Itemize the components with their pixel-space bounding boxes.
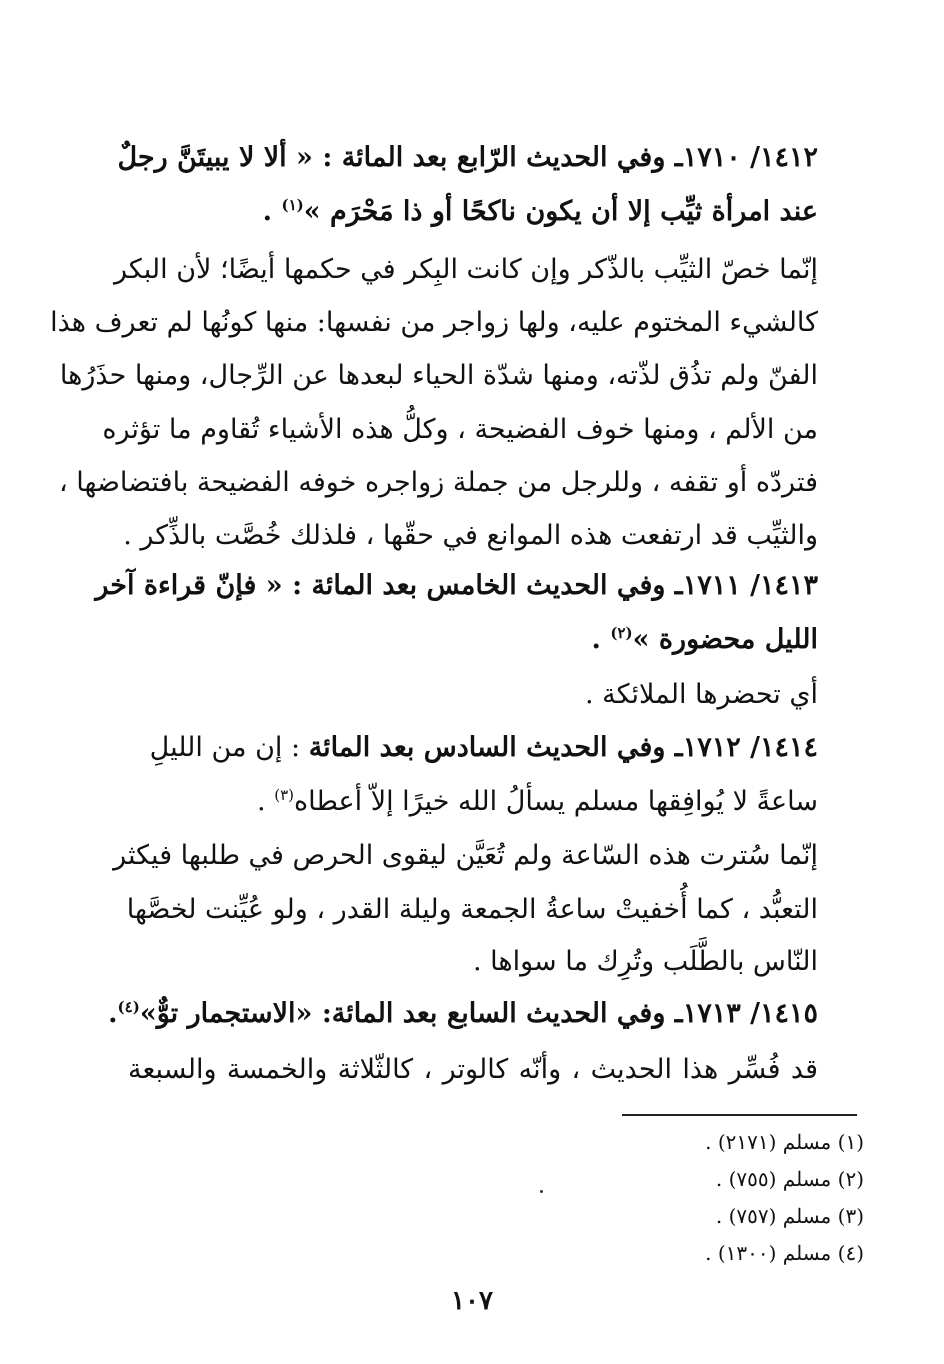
footnote-separator [622, 1114, 857, 1116]
footnote-4: (٤) مسلم (١٣٠٠) . [705, 1241, 864, 1265]
commentary-1414-line-2: التعبُّد ، كما أُخفيتْ ساعةُ الجمعة وليلة القدر ، ولو عُيِّنت لخصَّها [126, 894, 818, 925]
hadith-1414-text-line-2: ساعةً لا يُوافِقها مسلم يسألُ الله خيرًا إلاّ أعطاه$^{(٣)}$ . [257, 786, 818, 817]
commentary-1412-line-1: إنّما خصّ الثيِّب بالذّكر وإن كانت البِكر في حكمها أيضًا؛ لأن البكر [113, 254, 818, 285]
hadith-1414-heading-line-1: ١٤١٤/ ١٧١٢ـ وفي الحديث السادس بعد المائة : إن من الليلِ [149, 732, 818, 763]
commentary-1412-line-2: كالشيء المختوم عليه، ولها زواجر من نفسها: منها كونُها لم تعرف هذا [50, 307, 818, 338]
commentary-1412-line-4: من الألم ، ومنها خوف الفضيحة ، وكلُّ هذه الأشياء تُقاوم ما تؤثره [102, 414, 818, 445]
footnote-2: (٢) مسلم (٧٥٥) . [715, 1167, 864, 1191]
hadith-1412-heading-line-1: ١٤١٢/ ١٧١٠ـ وفي الحديث الرّابع بعد المائة : « ألا لا يبيتَنَّ رجلٌ [117, 142, 818, 173]
page-number: ١٠٧ [451, 1286, 493, 1316]
print-speck [540, 1190, 543, 1193]
footnote-1: (١) مسلم (٢١٧١) . [705, 1130, 864, 1154]
footnote-ref-3[interactable]: (٣) [274, 786, 294, 804]
hadith-1412-heading-line-2: عند امرأة ثيِّب إلا أن يكون ناكحًا أو ذا مَحْرَم »$^{(١)}$ . [262, 196, 818, 227]
commentary-1412-line-6: والثيِّب قد ارتفعت هذه الموانع في حقّها ، فلذلك خُصَّت بالذِّكر . [123, 520, 818, 551]
commentary-1412-line-3: الفنّ ولم تذُق لذّته، ومنها شدّة الحياء لبعدها عن الرِّجال، ومنها حذَرُها [59, 360, 818, 391]
footnote-ref-4[interactable]: (٤) [117, 998, 140, 1016]
footnote-ref-1[interactable]: (١) [281, 196, 304, 214]
hadith-1415-heading: ١٤١٥/ ١٧١٣ـ وفي الحديث السابع بعد المائة: «الاستجمار توٌّ»$^{(٤)}$. [108, 998, 818, 1029]
commentary-1413-line-1: أي تحضرها الملائكة . [584, 679, 818, 710]
footnote-3: (٣) مسلم (٧٥٧) . [715, 1204, 864, 1228]
commentary-1415-line-1: قد فُسِّر هذا الحديث ، وأنّه كالوتر ، كالثّلاثة والخمسة والسبعة [128, 1054, 818, 1085]
commentary-1414-line-3: النّاس بالطَّلَب وتُرِك ما سواها . [472, 946, 818, 977]
footnote-ref-2[interactable]: (٢) [610, 624, 633, 642]
commentary-1412-line-5: فتردّه أو تقفه ، وللرجل من جملة زواجره خوفه الفضيحة بافتضاضها ، [59, 467, 818, 498]
commentary-1414-line-1: إنّما سُترت هذه السّاعة ولم تُعَيَّن ليقوى الحرص في طلبها فيكثر [113, 840, 818, 871]
hadith-1413-heading-line-2: الليل محضورة »$^{(٢)}$ . [591, 624, 818, 655]
hadith-1413-heading-line-1: ١٤١٣/ ١٧١١ـ وفي الحديث الخامس بعد المائة : « فإنّ قراءة آخر [95, 570, 818, 601]
